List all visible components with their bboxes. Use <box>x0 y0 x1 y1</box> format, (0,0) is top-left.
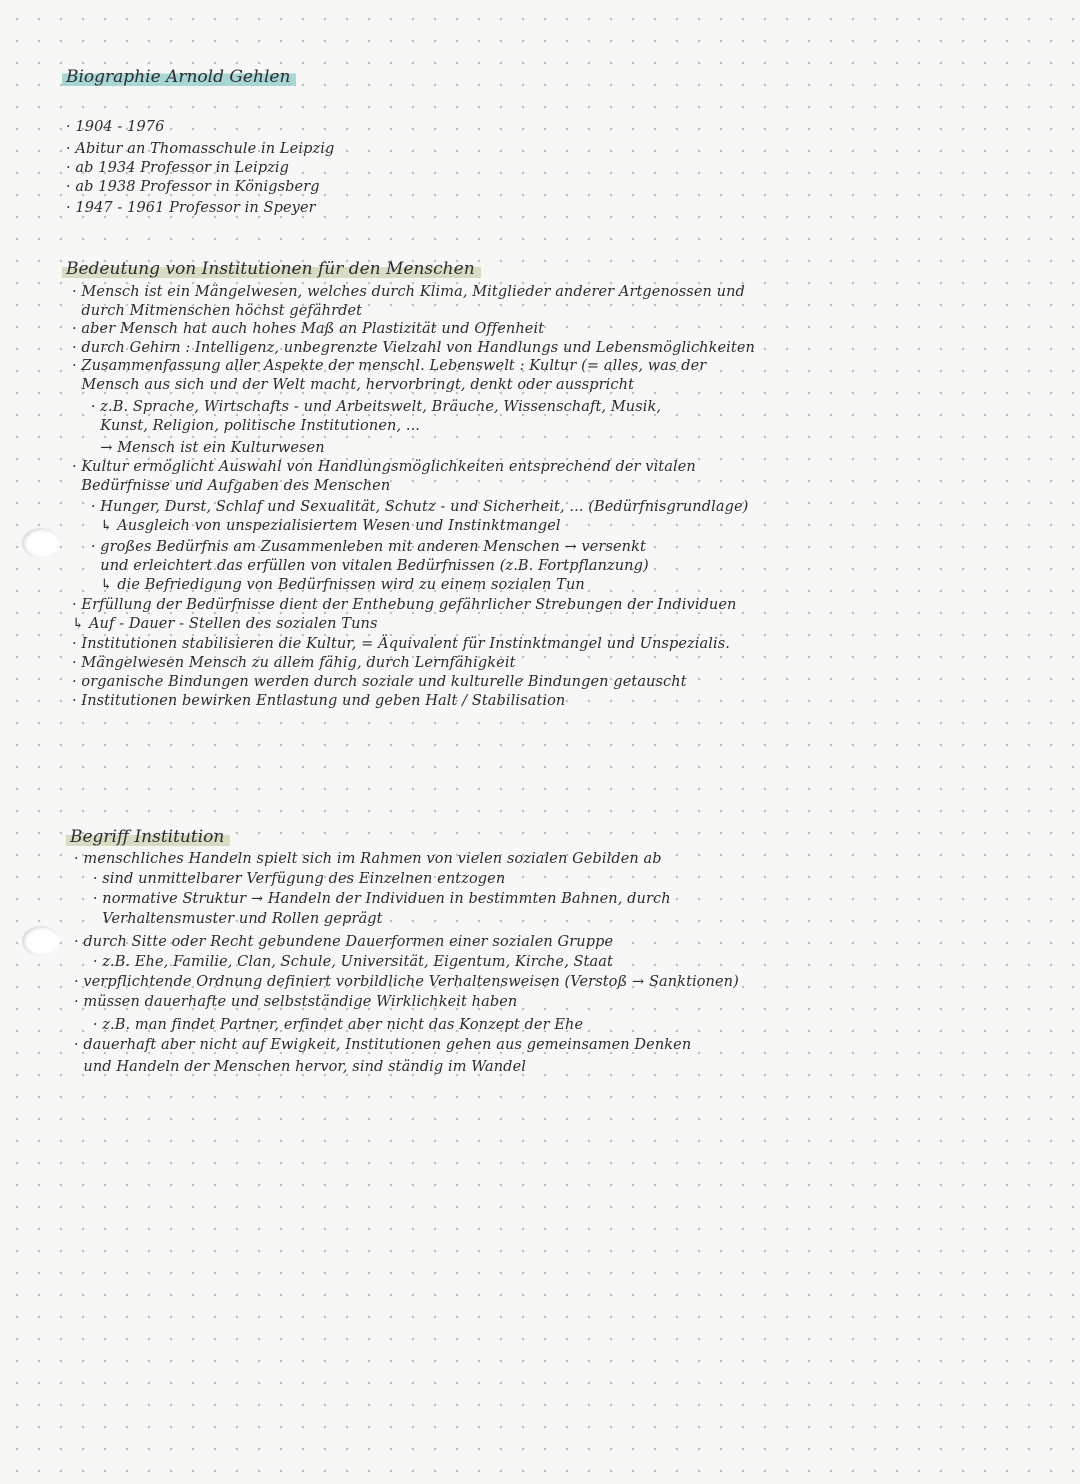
note-line: ↳ die Befriedigung von Bedürfnissen wird zu einem sozialen Tun <box>72 577 585 593</box>
note-line: · durch Gehirn : Intelligenz, unbegrenzte Vielzahl von Handlungs und Lebensmöglichkeiten <box>72 340 755 356</box>
note-line: · organische Bindungen werden durch soziale und kulturelle Bindungen getauscht <box>72 674 687 690</box>
note-line: → Mensch ist ein Kulturwesen <box>72 440 325 456</box>
section-heading: Begriff Institution <box>66 826 230 848</box>
note-line: ↳ Auf - Dauer - Stellen des sozialen Tuns <box>72 616 378 632</box>
section-heading: Biographie Arnold Gehlen <box>62 66 296 88</box>
note-line: und Handeln der Menschen hervor, sind ständig im Wandel <box>74 1059 526 1075</box>
note-line: · verpflichtende Ordnung definiert vorbildliche Verhaltensweisen (Verstoß → Sanktionen) <box>74 974 739 990</box>
note-line: · z.B. Sprache, Wirtschafts - und Arbeitswelt, Bräuche, Wissenschaft, Musik, <box>72 399 662 415</box>
note-line: · Institutionen stabilisieren die Kultur, = Äquivalent für Instinktmangel und Unspezialis. <box>72 636 730 652</box>
note-line: · durch Sitte oder Recht gebundene Dauerformen einer sozialen Gruppe <box>74 934 614 950</box>
note-line: Verhaltensmuster und Rollen geprägt <box>74 911 383 927</box>
note-line: durch Mitmenschen höchst gefährdet <box>72 303 363 319</box>
note-line: · 1904 - 1976 <box>66 119 165 135</box>
note-line: · Hunger, Durst, Schlaf und Sexualität, Schutz - und Sicherheit, ... (Bedürfnisgrundlage) <box>72 499 749 515</box>
note-line: Mensch aus sich und der Welt macht, hervorbringt, denkt oder ausspricht <box>72 377 635 393</box>
note-line: · Zusammenfassung aller Aspekte der menschl. Lebenswelt : Kultur (= alles, was der <box>72 358 707 374</box>
note-line: · aber Mensch hat auch hohes Maß an Plastizität und Offenheit <box>72 321 545 337</box>
note-line: ↳ Ausgleich von unspezialisiertem Wesen und Instinktmangel <box>72 518 561 534</box>
note-line: · großes Bedürfnis am Zusammenleben mit anderen Menschen → versenkt <box>72 539 646 555</box>
note-line: Kunst, Religion, politische Institutionen, ... <box>72 418 420 434</box>
section-heading: Bedeutung von Institutionen für den Menschen <box>62 258 481 280</box>
note-line: · dauerhaft aber nicht auf Ewigkeit, Institutionen gehen aus gemeinsamen Denken <box>74 1037 692 1053</box>
note-line: · Mängelwesen Mensch zu allem fähig, durch Lernfähigkeit <box>72 655 516 671</box>
note-line: · normative Struktur → Handeln der Individuen in bestimmten Bahnen, durch <box>74 891 671 907</box>
note-line: und erleichtert das erfüllen von vitalen Bedürfnissen (z.B. Fortpflanzung) <box>72 558 649 574</box>
note-line: · z.B. man findet Partner, erfindet aber nicht das Konzept der Ehe <box>74 1017 584 1033</box>
note-line: · Abitur an Thomasschule in Leipzig <box>66 141 335 157</box>
note-line: · müssen dauerhafte und selbstständige Wirklichkeit haben <box>74 994 518 1010</box>
note-line: · Erfüllung der Bedürfnisse dient der Enthebung gefährlicher Strebungen der Individuen <box>72 597 737 613</box>
note-line: · ab 1938 Professor in Königsberg <box>66 179 320 195</box>
note-line: · z.B. Ehe, Familie, Clan, Schule, Universität, Eigentum, Kirche, Staat <box>74 954 613 970</box>
note-line: · ab 1934 Professor in Leipzig <box>66 160 290 176</box>
note-line: · 1947 - 1961 Professor in Speyer <box>66 200 316 216</box>
note-line: · Mensch ist ein Mängelwesen, welches durch Klima, Mitglieder anderer Artgenossen und <box>72 284 745 300</box>
note-line: Bedürfnisse und Aufgaben des Menschen <box>72 478 391 494</box>
note-line: · sind unmittelbarer Verfügung des Einzelnen entzogen <box>74 871 506 887</box>
note-line: · Institutionen bewirken Entlastung und geben Halt / Stabilisation <box>72 693 566 709</box>
note-line: · Kultur ermöglicht Auswahl von Handlungsmöglichkeiten entsprechend der vitalen <box>72 459 696 475</box>
note-line: · menschliches Handeln spielt sich im Rahmen von vielen sozialen Gebilden ab <box>74 851 662 867</box>
